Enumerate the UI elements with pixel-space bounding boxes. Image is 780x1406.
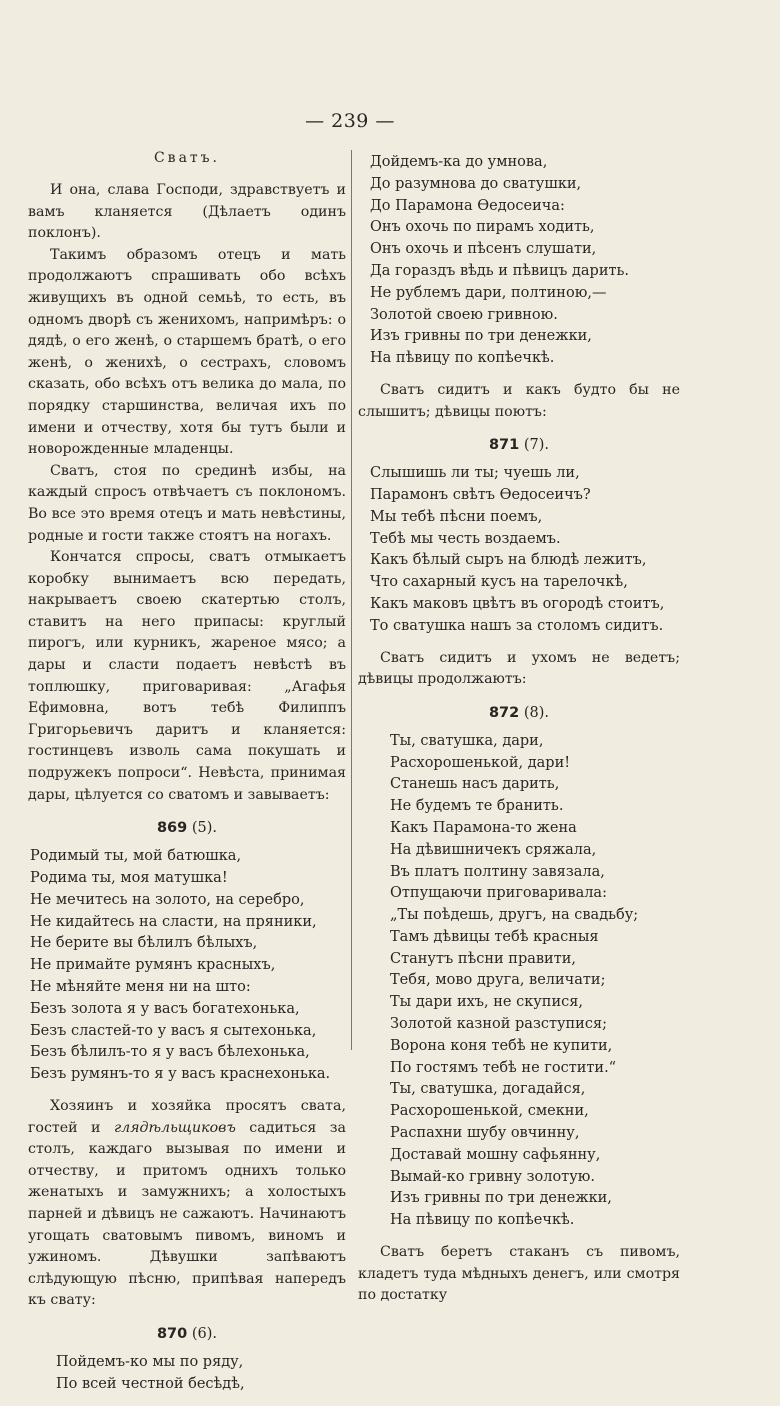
verse-line: Родима ты, моя матушка! bbox=[30, 870, 228, 887]
left-column bbox=[28, 142, 346, 1406]
paragraph-italic: глядѣльщиковъ bbox=[113, 1119, 236, 1136]
verse-line: Мы тебѣ пѣсни поемъ, bbox=[370, 508, 543, 525]
verse-line: Отпущаючи приговаривала: bbox=[390, 885, 607, 902]
song-number bbox=[358, 437, 680, 453]
paragraph: Сватъ беретъ стаканъ съ пивомъ, кладетъ туда мѣдныхъ денегъ, или смотря по достатку bbox=[358, 1244, 680, 1304]
paragraph: И она, слава Господи, здравствуетъ и вамъ кланяется (Дѣлаетъ одинъ поклонъ). bbox=[28, 182, 346, 242]
verse-line: Безъ бѣлилъ-то я у васъ бѣлехонька, bbox=[30, 1044, 310, 1061]
verse-line: Не рублемъ дари, полтиною,— bbox=[370, 284, 607, 301]
verse-line: Парамонъ свѣтъ Ѳедосеичъ? bbox=[370, 486, 591, 503]
right-column bbox=[358, 142, 680, 1307]
verse-line: Безъ золота я у васъ богатехонька, bbox=[30, 1000, 300, 1017]
song-verse bbox=[358, 463, 680, 637]
song-number bbox=[28, 820, 346, 836]
song-verse bbox=[28, 1352, 346, 1396]
verse-line: Безъ сластей-то у васъ я сытехонька, bbox=[30, 1022, 317, 1039]
verse-line: Онъ охочь и пѣсенъ слушати, bbox=[370, 241, 597, 258]
song-number-value: 872 bbox=[488, 704, 520, 721]
verse-line: Да гораздъ вѣдь и пѣвицъ дарить. bbox=[370, 262, 630, 279]
song-number-value: 871 bbox=[488, 437, 520, 454]
verse-line: Не мѣняйте меня ни на што: bbox=[30, 979, 251, 995]
paragraph bbox=[28, 1096, 346, 1312]
verse-line: Какъ маковъ цвѣтъ въ огородѣ стоитъ, bbox=[370, 595, 665, 612]
verse-line: Золотой своею гривною. bbox=[370, 306, 558, 323]
verse-line: Не кидайтесь на сласти, на пряники, bbox=[30, 913, 317, 930]
verse-line: То сватушка нашъ за столомъ сидитъ. bbox=[370, 617, 664, 634]
song-subnumber: (6). bbox=[191, 1325, 218, 1342]
verse-line: Дойдемъ-ка до умнова, bbox=[370, 154, 548, 170]
verse-line: Доставай мошну сафьянну, bbox=[390, 1146, 601, 1163]
section-heading: Сватъ. bbox=[153, 150, 221, 166]
verse-line: Какъ бѣлый сыръ на блюдѣ лежитъ, bbox=[370, 552, 647, 569]
paragraph: Такимъ образомъ отецъ и мать продолжаютъ спрашивать обо всѣхъ живущихъ въ одной семьѣ, то есть, въ одномъ дворѣ съ женихомъ, напримѣръ: о дядѣ, о его женѣ, о старшемъ братѣ, о его женѣ, о женихѣ, о сестрахъ, словомъ сказать, обо всѣхъ отъ велика до мала, по порядку старшинства, величая ихъ по имени и отчеству, хотя бы тутъ были и новорожденные младенцы. bbox=[28, 246, 346, 458]
verse-line: Станутъ пѣсни правити, bbox=[390, 950, 576, 967]
song-subnumber: (5). bbox=[191, 820, 218, 837]
page-number: — 239 — bbox=[305, 110, 395, 132]
verse-line: На пѣвицу по копѣечкѣ. bbox=[370, 350, 555, 367]
song-number bbox=[28, 1326, 346, 1342]
verse-line: Не мечитесь на золото, на серебро, bbox=[30, 891, 305, 908]
verse-line: Безъ румянъ-то я у васъ краснехонька. bbox=[30, 1066, 331, 1083]
paragraph-text: Хозяинъ и хозяйка просятъ свата, гостей и bbox=[28, 1097, 346, 1136]
verse-line: Золотой казной разступися; bbox=[390, 1016, 608, 1033]
verse-line: Ты, сватушка, дари, bbox=[390, 732, 544, 749]
verse-line: Ты, сватушка, догадайся, bbox=[390, 1081, 586, 1098]
song-subnumber: (7). bbox=[523, 437, 550, 454]
song-verse bbox=[28, 846, 346, 1086]
verse-line: Слышишь ли ты; чуешь ли, bbox=[370, 465, 580, 482]
verse-line: Въ платъ полтину завязала, bbox=[390, 863, 605, 880]
paragraph: Сватъ сидитъ и ухомъ не ведетъ; дѣвицы продолжаютъ: bbox=[358, 649, 680, 688]
verse-line: Распахни шубу овчинну, bbox=[390, 1125, 580, 1142]
verse-line: Не будемъ те бранить. bbox=[390, 798, 564, 815]
verse-line: Изъ гривны по три денежки, bbox=[370, 328, 592, 345]
verse-line: До разумнова до сватушки, bbox=[370, 175, 582, 192]
song-verse bbox=[358, 152, 680, 370]
verse-line: Изъ гривны по три денежки, bbox=[390, 1190, 612, 1207]
verse-line: „Ты поѣдешь, другъ, на свадьбу; bbox=[390, 907, 639, 924]
verse-line: Онъ охочь по пирамъ ходить, bbox=[370, 219, 595, 236]
verse-line: Станешь насъ дарить, bbox=[390, 776, 560, 793]
verse-line: На дѣвишничекъ сряжала, bbox=[390, 841, 597, 858]
song-number-value: 870 bbox=[156, 1325, 188, 1342]
song-number bbox=[358, 705, 680, 721]
verse-line: Не примайте румянъ красныхъ, bbox=[30, 957, 276, 974]
column-divider bbox=[351, 150, 352, 1050]
verse-line: Не берите вы бѣлилъ бѣлыхъ, bbox=[30, 935, 258, 952]
verse-line: До Парамона Ѳедосеича: bbox=[370, 197, 565, 214]
verse-line: Тебя, мово друга, величати; bbox=[390, 972, 606, 989]
verse-line: Ворона коня тебѣ не купити, bbox=[390, 1037, 613, 1054]
verse-line: Пойдемъ-ко мы по ряду, bbox=[56, 1353, 244, 1370]
song-number-value: 869 bbox=[156, 820, 188, 837]
verse-line: На пѣвицу по копѣечкѣ. bbox=[390, 1212, 575, 1229]
verse-line: Расхорошенькой, дари! bbox=[390, 754, 571, 771]
verse-line: Какъ Парамона-то жена bbox=[390, 819, 577, 836]
verse-line: Тебѣ мы честь воздаемъ. bbox=[370, 530, 561, 547]
verse-line: Вымай-ко гривну золотую. bbox=[390, 1168, 595, 1185]
paragraph: Сватъ, стоя по срединѣ избы, на каждый спросъ отвѣчаетъ съ поклономъ. Во все это время отецъ и мать невѣстины, родные и гости также стоятъ на ногахъ. bbox=[28, 462, 346, 544]
verse-line: По гостямъ тебѣ не гостити.“ bbox=[390, 1059, 617, 1076]
verse-line: Тамъ дѣвицы тебѣ красныя bbox=[390, 928, 599, 945]
verse-line: По всей честной бесѣдѣ, bbox=[56, 1375, 245, 1392]
verse-line: Ты дари ихъ, не скупися, bbox=[390, 994, 584, 1011]
song-verse bbox=[358, 731, 680, 1232]
verse-line: Расхорошенькой, смекни, bbox=[390, 1103, 589, 1120]
song-subnumber: (8). bbox=[523, 704, 550, 721]
paragraph: Кончатся спросы, сватъ отмыкаетъ коробку вынимаетъ всю передать, накрываетъ своею скатертью столъ, ставитъ на него припасы: круглый пирогъ, или курникъ, жареное мясо; а дары и сласти подаетъ невѣстѣ въ топлюшку, приговаривая: „Агафья Ефимовна, вотъ тебѣ Филиппъ Григорьевичъ даритъ и кланяется: гостинцевъ изволь сама покушать и подружекъ попроси“. Невѣста, принимая дары, цѣлуется со сватомъ и завываетъ: bbox=[28, 549, 346, 803]
paragraph: Сватъ сидитъ и какъ будто бы не слышитъ; дѣвицы поютъ: bbox=[358, 381, 680, 420]
verse-line: Родимый ты, мой батюшка, bbox=[30, 848, 242, 865]
verse-line: Что сахарный кусъ на тарелочкѣ, bbox=[370, 574, 628, 591]
paragraph-text: садиться за столъ, каждаго вызывая по имени и отчеству, и притомъ однихъ только женатыхъ и замужнихъ; а холостыхъ парней и дѣвицъ не сажаютъ. Начинаютъ угощать сватовымъ пивомъ, виномъ и ужиномъ. Дѣвушки запѣваютъ слѣдующую пѣсню, припѣвая напередъ къ свату: bbox=[28, 1119, 346, 1309]
